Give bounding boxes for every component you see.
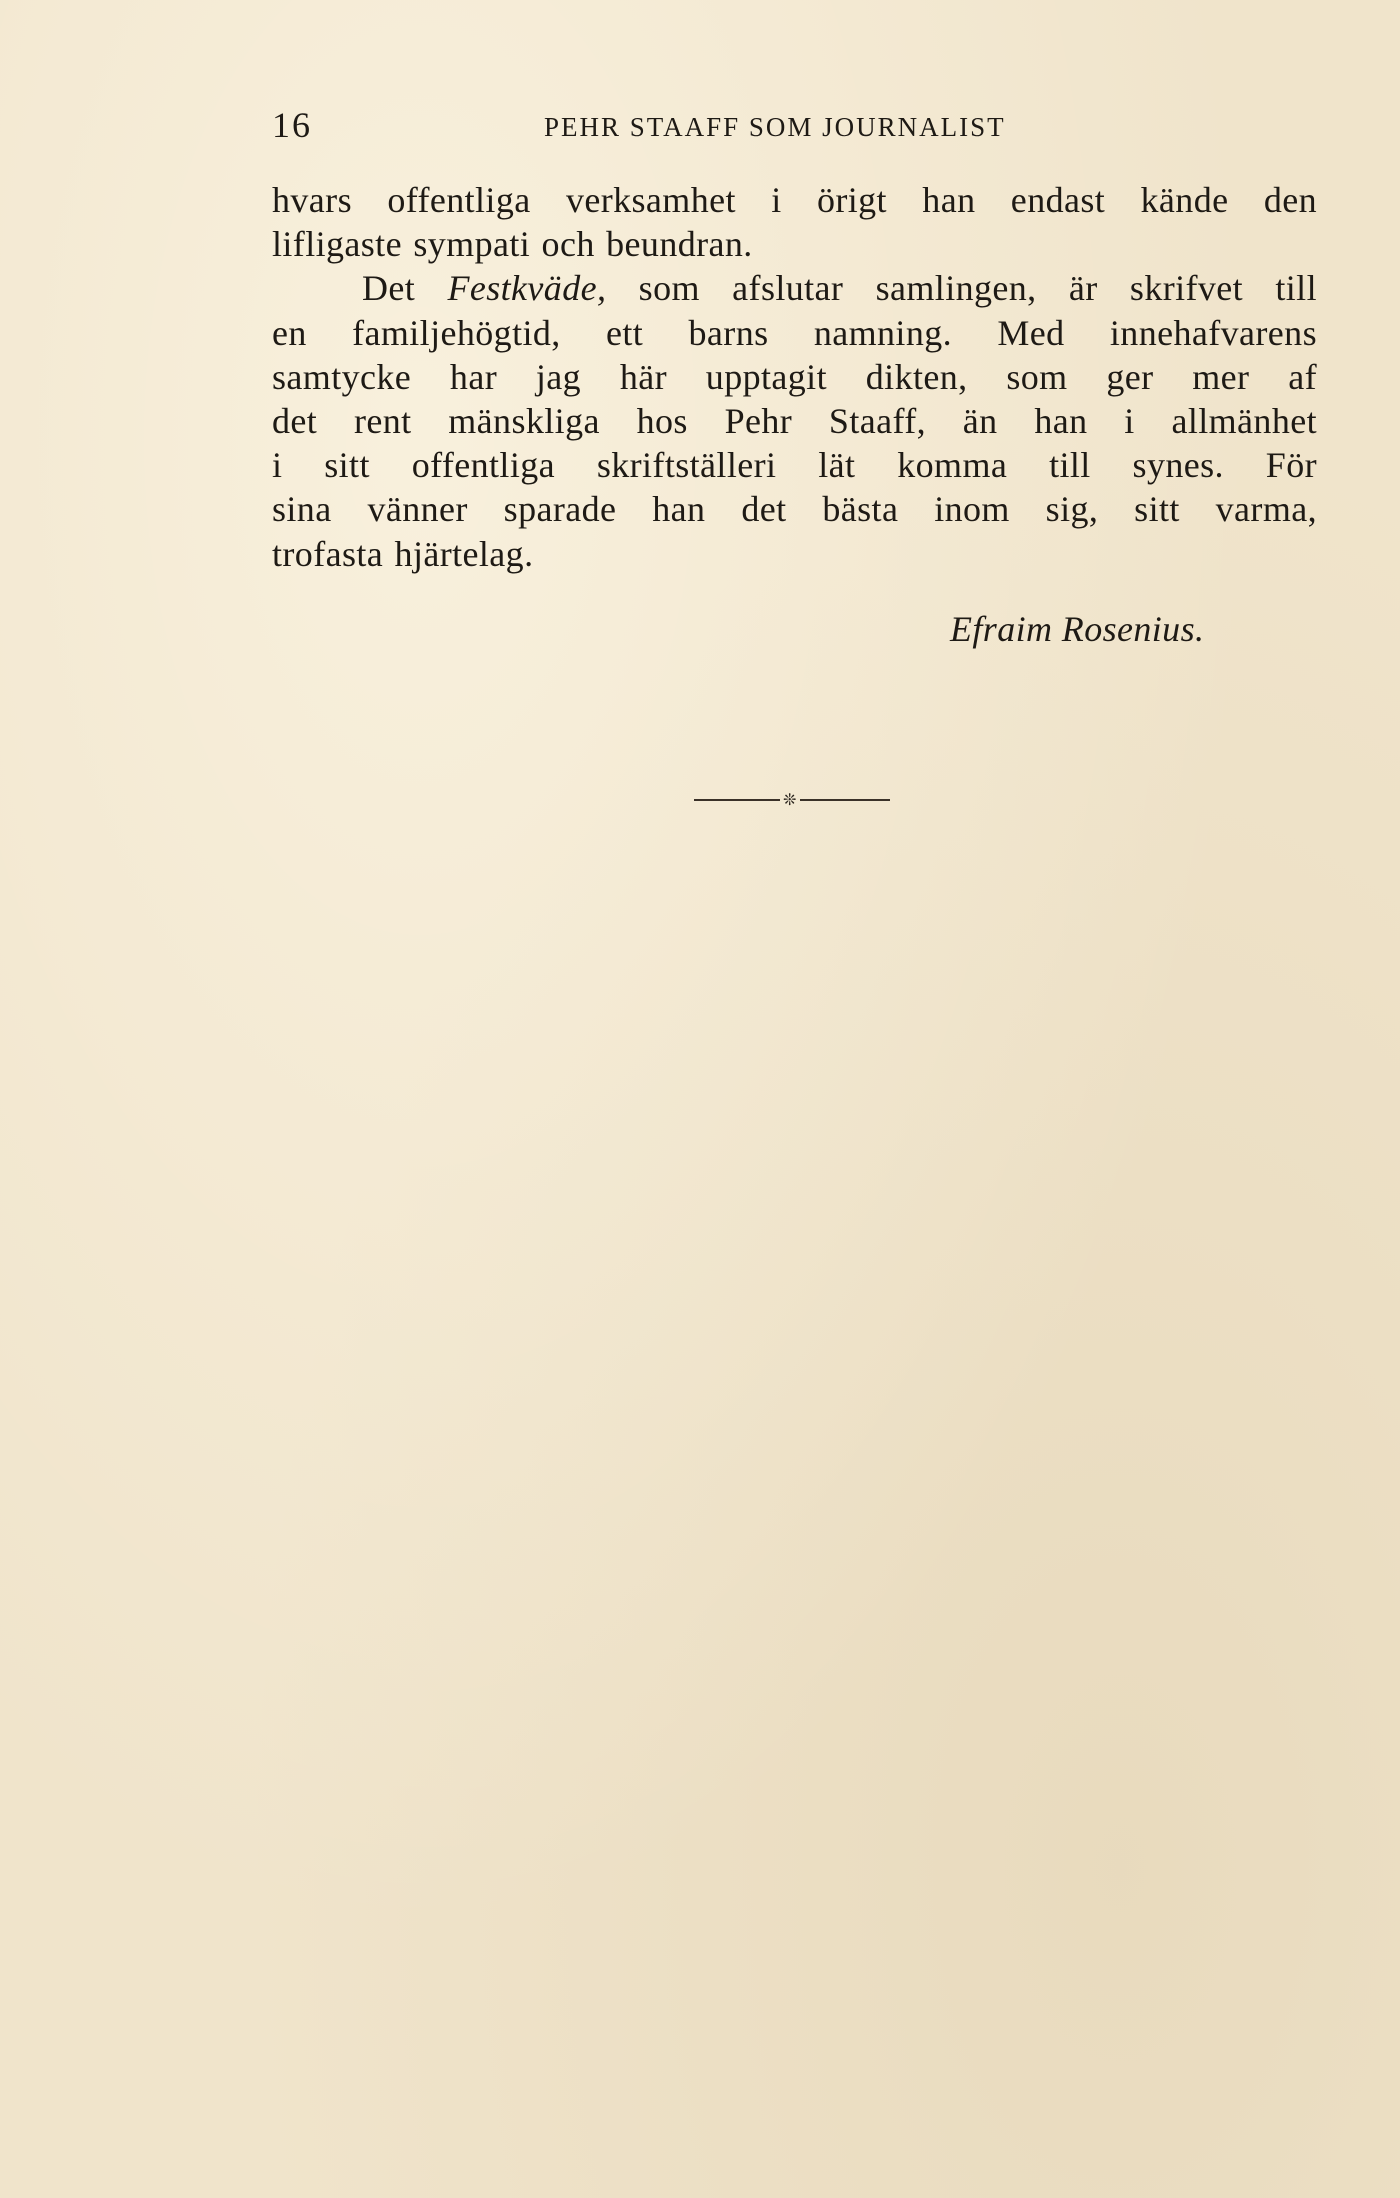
running-head <box>272 104 1312 144</box>
text-line: sina vänner sparade han det bästa inom sig, sitt varma, <box>272 489 1317 530</box>
text-run: som afslutar samlingen, är skrifvet till <box>606 268 1317 309</box>
text-line: samtycke har jag här upptagit dikten, som ger mer af <box>272 356 1317 397</box>
body-text <box>272 178 1317 576</box>
text-line: trofasta hjärtelag. <box>272 533 534 574</box>
author-signature: Efraim Rosenius. <box>950 609 1205 649</box>
section-end-ornament <box>694 790 890 810</box>
text-line: lifligaste sympati och beundran. <box>272 224 753 265</box>
ornament-star-icon: ❊ <box>783 790 797 809</box>
text-line-paragraph-start <box>272 266 1317 310</box>
text-line: i sitt offentliga skriftställeri lät komma till synes. För <box>272 445 1317 486</box>
text-run: Det <box>362 268 448 309</box>
text-line: det rent mänskliga hos Pehr Staaff, än han i allmänhet <box>272 400 1317 441</box>
ornament-rule-right <box>800 799 890 801</box>
ornament-rule-left <box>694 799 780 801</box>
text-line: en familjehögtid, ett barns namning. Med innehafvarens <box>272 312 1317 353</box>
page-number: 16 <box>272 105 312 145</box>
text-line: hvars offentliga verksamhet i örigt han endast kände den <box>272 180 1317 220</box>
running-title: PEHR STAAFF SOM JOURNALIST <box>544 112 1006 142</box>
italic-title-festkvade: Festkväde, <box>447 268 607 309</box>
